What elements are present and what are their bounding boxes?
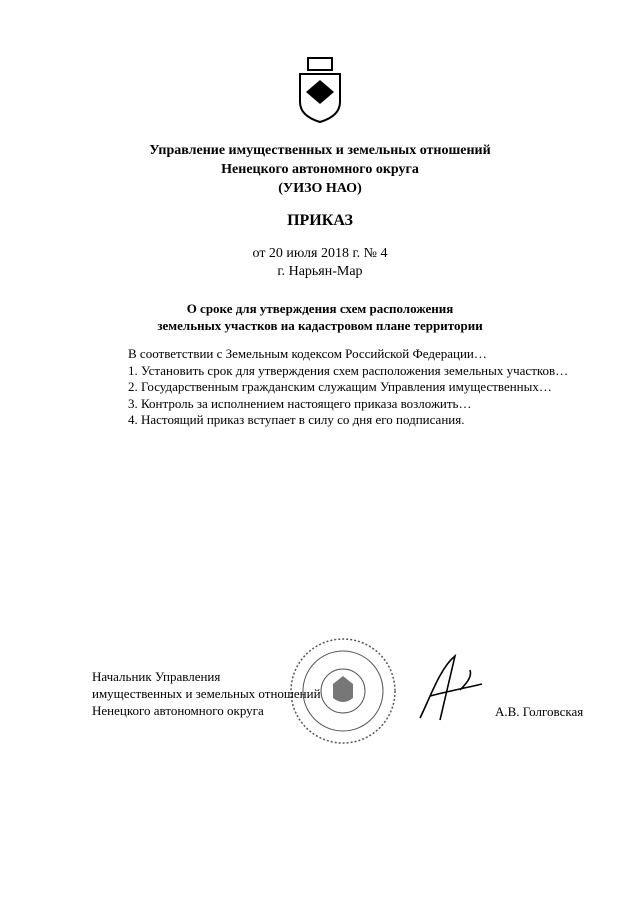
order-subject	[0, 300, 640, 334]
item-3-paragraph: 3. Контроль за исполнением настоящего приказа возложить…	[128, 395, 472, 411]
coat-of-arms-icon	[296, 52, 344, 124]
subject-line1: О сроке для утверждения схем расположения	[186, 301, 454, 316]
order-date: от 20 июля 2018 г. № 4	[252, 246, 388, 261]
position-line3: Ненецкого автономного округа	[92, 703, 264, 718]
item-4-paragraph: 4. Настоящий приказ вступает в силу со дня его подписания.	[128, 412, 465, 427]
org-abbreviation: (УИЗО НАО)	[278, 181, 362, 196]
position-line2: имущественных и земельных отношений	[92, 686, 321, 701]
handwritten-signature-icon	[410, 648, 490, 728]
org-name-line2: Ненецкого автономного округа	[221, 162, 419, 177]
preamble-paragraph: В соответствии с Земельным кодексом Российской Федерации…	[128, 346, 487, 361]
order-place: г. Нарьян-Мар	[277, 264, 363, 279]
subject-line2: земельных участков на кадастровом плане территории	[157, 318, 483, 333]
order-title: ПРИКАЗ	[287, 212, 353, 229]
order-body	[92, 346, 600, 429]
signatory-position	[92, 668, 321, 719]
signatory-name: А.В. Голговская	[495, 704, 584, 719]
item-2-paragraph: 2. Государственным гражданским служащим Управления имущественных…	[128, 379, 552, 394]
item-1-paragraph: 1. Установить срок для утверждения схем расположения земельных участков…	[128, 362, 569, 378]
org-name-line1: Управление имущественных и земельных отношений	[149, 143, 491, 158]
position-line1: Начальник Управления	[92, 669, 221, 684]
